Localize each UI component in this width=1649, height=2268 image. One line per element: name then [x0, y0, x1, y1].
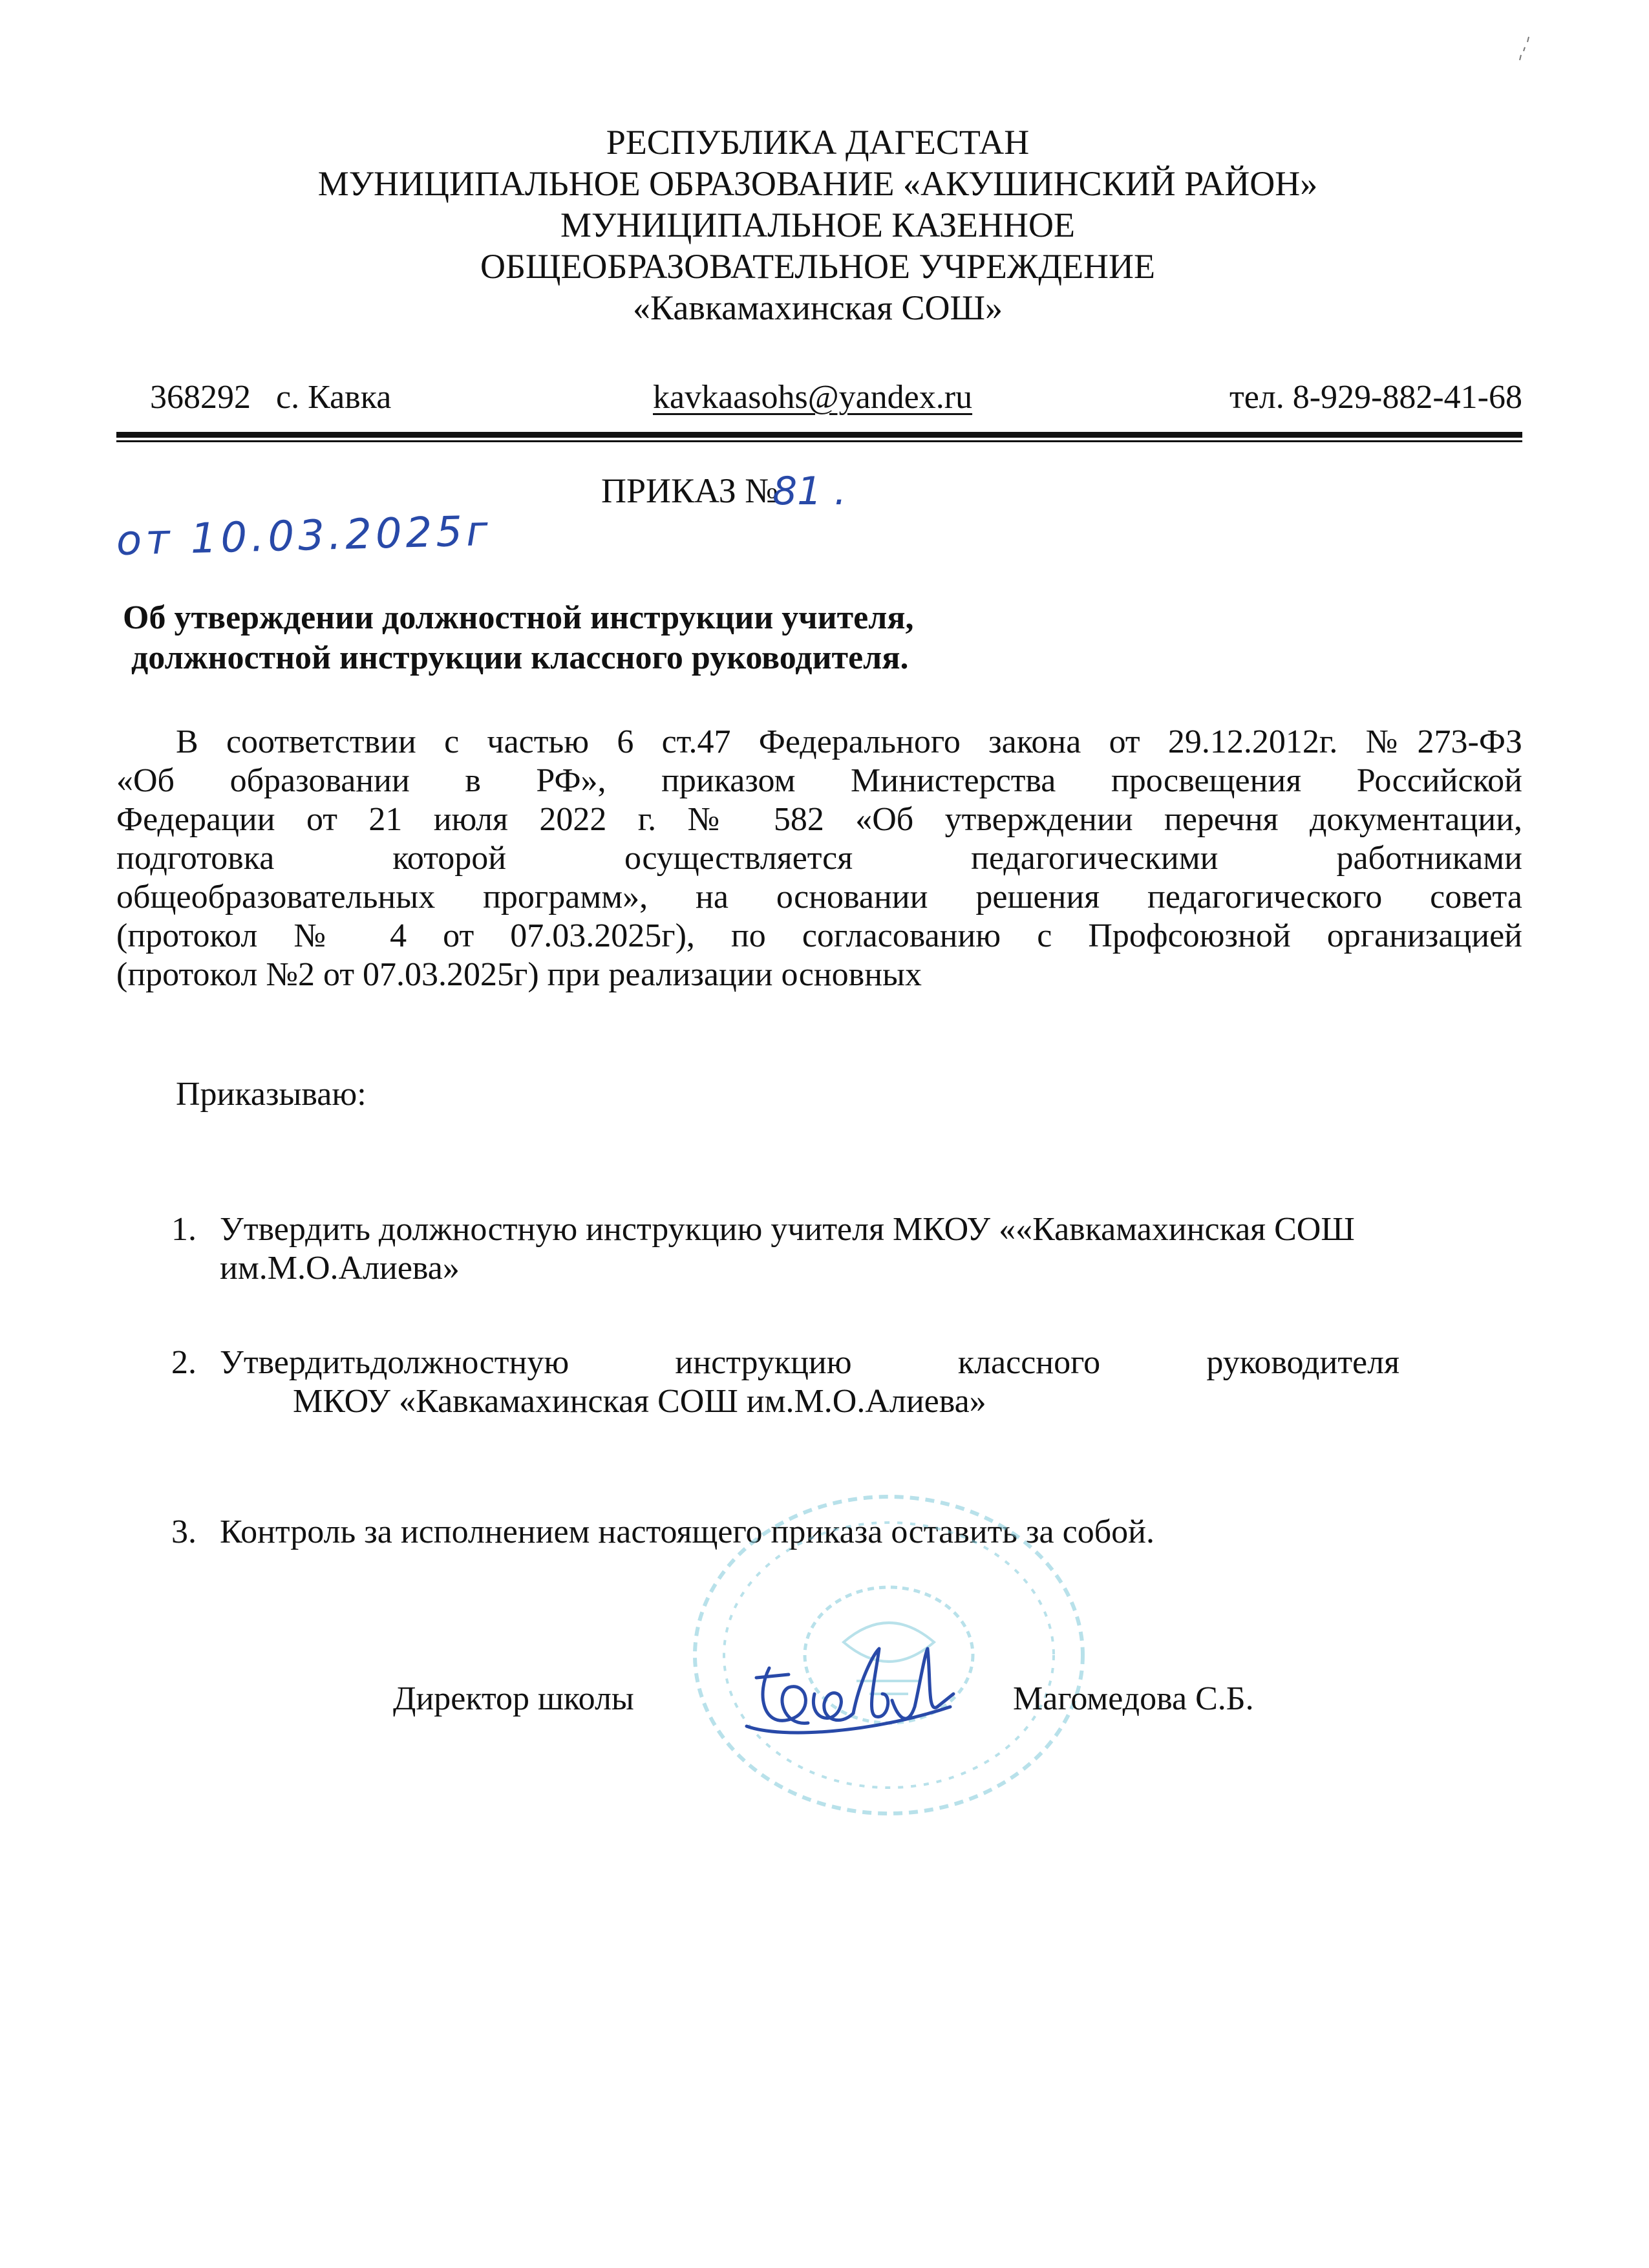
preamble-line: В соответствии с частью 6 ст.47 Федерального закона от 29.12.2012г. №273-ФЗ — [176, 723, 1522, 760]
order-preamble — [116, 723, 1522, 994]
scan-speck — [1516, 36, 1535, 61]
director-signature — [743, 1629, 957, 1752]
preamble-line: общеобразовательных программ», на основании решения педагогического совета — [116, 879, 1522, 915]
item-text: Контроль за исполнением настоящего приказа оставить за собой. — [220, 1514, 1154, 1550]
preamble-line: подготовка которой осуществляется педагогическими работниками — [116, 840, 1522, 877]
signatory-title: Директор школы — [393, 1680, 634, 1717]
item-number: 3. — [171, 1514, 197, 1550]
postal-address: 368292 с. Кавка — [150, 379, 392, 416]
email-link[interactable]: kavkaasohs@yandex.ru — [653, 379, 973, 416]
header-divider-thin — [116, 440, 1522, 442]
item-number: 1. — [171, 1211, 197, 1248]
item-text: им.М.О.Алиева» — [220, 1250, 460, 1287]
order-date-handwritten: от 10.03.2025г — [116, 507, 493, 565]
contact-line — [116, 378, 1522, 421]
letterhead-republic: РЕСПУБЛИКА ДАГЕСТАН — [606, 123, 1030, 162]
item-text: Утвердить должностную инструкцию учителя МКОУ ««Кавкамахинская СОШ — [220, 1211, 1355, 1248]
header-divider-thick — [116, 432, 1522, 438]
preamble-line: (протокол № 4 от 07.03.2025г), по согласованию с Профсоюзной организацией — [116, 917, 1522, 954]
letterhead-school-name: «Кавкамахинская СОШ» — [633, 288, 1003, 327]
signatory-name: Магомедова С.Б. — [1013, 1680, 1254, 1717]
letterhead-institution-type: МУНИЦИПАЛЬНОЕ КАЗЕННОЕ — [560, 206, 1076, 244]
order-label: ПРИКАЗ № — [601, 471, 778, 510]
preamble-line: (протокол №2 от 07.03.2025г) при реализации основных — [116, 956, 922, 993]
order-number-handwritten: 81 . — [772, 469, 847, 514]
order-subject — [123, 598, 914, 678]
preamble-line: Федерации от 21 июля 2022 г. № 582 «Об утверждении перечня документации, — [116, 801, 1522, 838]
preamble-line: «Об образовании в РФ», приказом Министерства просвещения Российской — [116, 762, 1522, 799]
item-text — [220, 1343, 1399, 1382]
order-subject-line: Об утверждении должностной инструкции учителя, — [123, 599, 914, 636]
item-word: руководителя — [1206, 1344, 1399, 1381]
letterhead — [116, 122, 1519, 328]
item-number: 2. — [171, 1344, 197, 1381]
item-word: классного — [957, 1344, 1101, 1381]
order-directive-heading: Приказываю: — [176, 1076, 367, 1113]
order-subject-line: должностной инструкции классного руководителя. — [123, 639, 909, 676]
item-word: инструкцию — [675, 1344, 852, 1381]
item-text: МКОУ «Кавкамахинская СОШ им.М.О.Алиева» — [293, 1383, 986, 1420]
phone-number: тел. 8-929-882-41-68 — [1229, 379, 1522, 416]
letterhead-institution-kind: ОБЩЕОБРАЗОВАТЕЛЬНОЕ УЧРЕЖДЕНИЕ — [480, 247, 1156, 286]
item-word: Утвердитьдолжностную — [220, 1344, 569, 1381]
letterhead-municipality: МУНИЦИПАЛЬНОЕ ОБРАЗОВАНИЕ «АКУШИНСКИЙ РАЙОН» — [317, 164, 1318, 203]
